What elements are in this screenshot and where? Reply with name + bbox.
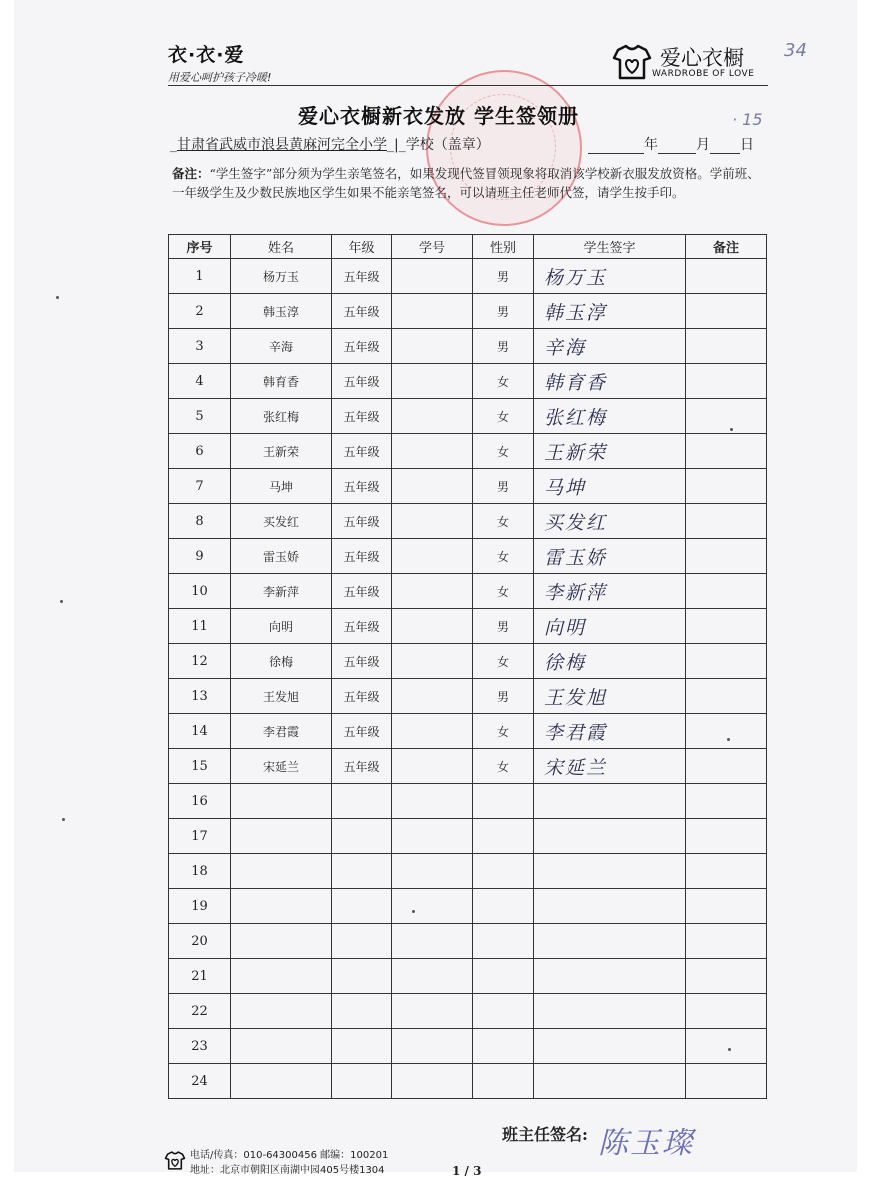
month-label: 月 (696, 137, 710, 153)
cell-grade: 五年级 (332, 644, 392, 679)
cell-student-id (392, 889, 473, 924)
teacher-signature-label: 班主任签名: (502, 1125, 588, 1144)
scan-speck (727, 738, 730, 741)
cell-no: 10 (169, 574, 231, 609)
cell-student-id (392, 924, 473, 959)
cell-remark (686, 329, 767, 364)
cell-remark (686, 1029, 767, 1064)
cell-remark (686, 1064, 767, 1099)
cell-name (231, 994, 332, 1029)
paper-edge (858, 0, 873, 1200)
header-no: 序号 (169, 235, 231, 259)
cell-remark (686, 854, 767, 889)
cell-no: 3 (169, 329, 231, 364)
cell-name: 向明 (231, 609, 332, 644)
table-row (169, 609, 767, 644)
cell-name (231, 1064, 332, 1099)
cell-grade (332, 889, 392, 924)
cell-remark (686, 294, 767, 329)
table-row (169, 539, 767, 574)
cell-name: 雷玉娇 (231, 539, 332, 574)
cell-no: 22 (169, 994, 231, 1029)
table-row (169, 259, 767, 294)
cell-gender (473, 959, 534, 994)
cell-grade (332, 994, 392, 1029)
cell-name (231, 959, 332, 994)
cell-student-id (392, 329, 473, 364)
cell-signature: 杨万玉 (534, 259, 686, 294)
cell-student-id (392, 609, 473, 644)
footer-phone: 电话/传真：010-64300456 邮编：100201 (190, 1150, 389, 1161)
handwritten-mark: · 15 (732, 110, 763, 129)
table-row (169, 469, 767, 504)
cell-name: 买发红 (231, 504, 332, 539)
cell-name (231, 924, 332, 959)
footer-address: 地址：北京市朝阳区南湖中园405号楼1304 (190, 1165, 385, 1176)
cell-signature: 王发旭 (534, 679, 686, 714)
cell-signature (534, 889, 686, 924)
document-title: 爱心衣橱新衣发放 学生签领册 (298, 104, 579, 128)
cell-gender: 女 (473, 364, 534, 399)
cell-signature: 宋延兰 (534, 749, 686, 784)
cell-student-id (392, 679, 473, 714)
cell-name: 李君霞 (231, 714, 332, 749)
cell-grade: 五年级 (332, 364, 392, 399)
scan-speck (412, 910, 415, 913)
table-row (169, 959, 767, 994)
table-row (169, 504, 767, 539)
cell-grade: 五年级 (332, 259, 392, 294)
scan-speck (728, 1048, 731, 1051)
cell-remark (686, 539, 767, 574)
cell-remark (686, 574, 767, 609)
cell-signature: 辛海 (534, 329, 686, 364)
cell-gender: 男 (473, 259, 534, 294)
cell-signature: 徐梅 (534, 644, 686, 679)
cell-grade: 五年级 (332, 399, 392, 434)
cell-student-id (392, 959, 473, 994)
cell-grade: 五年级 (332, 469, 392, 504)
cell-gender: 女 (473, 644, 534, 679)
wardrobe-heart-icon (164, 1151, 186, 1171)
cell-remark (686, 609, 767, 644)
cell-gender (473, 994, 534, 1029)
cell-remark (686, 434, 767, 469)
cell-grade (332, 784, 392, 819)
cell-remark (686, 819, 767, 854)
cell-remark (686, 959, 767, 994)
header-divider (168, 85, 768, 86)
cell-remark (686, 644, 767, 679)
cell-remark (686, 504, 767, 539)
cell-signature (534, 959, 686, 994)
cell-no: 18 (169, 854, 231, 889)
cell-no: 5 (169, 399, 231, 434)
cell-remark (686, 679, 767, 714)
cell-no: 2 (169, 294, 231, 329)
cell-signature (534, 1029, 686, 1064)
table-row (169, 784, 767, 819)
day-label: 日 (740, 137, 754, 153)
cell-signature: 韩玉淳 (534, 294, 686, 329)
cell-student-id (392, 399, 473, 434)
cell-student-id (392, 714, 473, 749)
cell-grade: 五年级 (332, 609, 392, 644)
cell-remark (686, 889, 767, 924)
header-gender: 性别 (473, 235, 534, 259)
cell-signature: 向明 (534, 609, 686, 644)
cell-gender: 女 (473, 434, 534, 469)
cell-gender: 男 (473, 469, 534, 504)
cell-grade (332, 959, 392, 994)
cell-student-id (392, 819, 473, 854)
cell-name: 张红梅 (231, 399, 332, 434)
cell-remark (686, 784, 767, 819)
cell-no: 1 (169, 259, 231, 294)
cell-remark (686, 469, 767, 504)
page-number: 1 / 3 (452, 1164, 482, 1178)
cell-remark (686, 749, 767, 784)
cell-name: 徐梅 (231, 644, 332, 679)
table-row (169, 854, 767, 889)
month-blank (658, 139, 696, 154)
cell-no: 16 (169, 784, 231, 819)
cell-name: 王新荣 (231, 434, 332, 469)
cell-no: 8 (169, 504, 231, 539)
cell-remark (686, 399, 767, 434)
brand-left-logo: 衣·衣·爱 (168, 44, 245, 66)
cell-gender: 女 (473, 504, 534, 539)
cell-student-id (392, 434, 473, 469)
cell-no: 7 (169, 469, 231, 504)
note-paragraph (172, 164, 768, 202)
footer-contact (164, 1146, 388, 1176)
cell-remark (686, 924, 767, 959)
cell-signature: 李新萍 (534, 574, 686, 609)
note-text: “学生签字”部分须为学生亲笔签名，如果发现代签冒领现象将取消该学校新衣服发放资格。学前班、一年级学生及少数民族地区学生如果不能亲笔签名，可以请班主任老师代签，请学生按手印。 (172, 166, 760, 200)
table-row (169, 714, 767, 749)
cell-name (231, 889, 332, 924)
cell-grade (332, 924, 392, 959)
cell-signature (534, 994, 686, 1029)
year-blank (588, 139, 644, 154)
cell-name: 韩育香 (231, 364, 332, 399)
cell-grade: 五年级 (332, 679, 392, 714)
cell-student-id (392, 259, 473, 294)
cell-gender: 女 (473, 539, 534, 574)
cell-student-id (392, 749, 473, 784)
header-signature: 学生签字 (534, 235, 686, 259)
cell-signature: 买发红 (534, 504, 686, 539)
cell-name (231, 784, 332, 819)
cell-gender: 男 (473, 679, 534, 714)
cell-student-id (392, 644, 473, 679)
cell-name (231, 1029, 332, 1064)
cell-name: 李新萍 (231, 574, 332, 609)
cell-signature: 张红梅 (534, 399, 686, 434)
cell-student-id (392, 1029, 473, 1064)
handwritten-page-count: 34 (784, 40, 807, 61)
cell-signature: 马坤 (534, 469, 686, 504)
cell-no: 24 (169, 1064, 231, 1099)
cell-gender: 男 (473, 609, 534, 644)
cell-student-id (392, 504, 473, 539)
cell-signature (534, 854, 686, 889)
table-row (169, 1064, 767, 1099)
cell-grade: 五年级 (332, 329, 392, 364)
date-line (588, 134, 754, 154)
cell-student-id (392, 364, 473, 399)
cell-remark (686, 714, 767, 749)
cell-gender (473, 819, 534, 854)
cell-name: 辛海 (231, 329, 332, 364)
cell-gender (473, 924, 534, 959)
cell-signature: 李君霞 (534, 714, 686, 749)
scan-speck (730, 428, 733, 431)
cell-remark (686, 994, 767, 1029)
brand-right (612, 44, 754, 82)
header-student-id: 学号 (392, 235, 473, 259)
cell-gender (473, 854, 534, 889)
cell-grade (332, 819, 392, 854)
table-row (169, 644, 767, 679)
cell-name: 韩玉淳 (231, 294, 332, 329)
cell-no: 6 (169, 434, 231, 469)
cell-name: 王发旭 (231, 679, 332, 714)
cell-gender: 女 (473, 574, 534, 609)
cell-gender (473, 1029, 534, 1064)
cell-signature: 雷玉娇 (534, 539, 686, 574)
scan-speck (62, 818, 65, 821)
table-row (169, 889, 767, 924)
year-label: 年 (644, 137, 658, 153)
day-blank (710, 139, 740, 154)
header-name: 姓名 (231, 235, 332, 259)
cell-name: 马坤 (231, 469, 332, 504)
header-grade: 年级 (332, 235, 392, 259)
cell-no: 15 (169, 749, 231, 784)
cell-gender: 女 (473, 399, 534, 434)
cell-grade: 五年级 (332, 504, 392, 539)
cell-grade: 五年级 (332, 749, 392, 784)
table-header-row (169, 235, 767, 259)
cell-gender (473, 784, 534, 819)
cell-student-id (392, 469, 473, 504)
cell-signature (534, 1064, 686, 1099)
cell-signature (534, 784, 686, 819)
cell-student-id (392, 784, 473, 819)
table-row (169, 434, 767, 469)
wardrobe-heart-icon (612, 44, 652, 82)
table-row (169, 574, 767, 609)
cell-gender: 女 (473, 714, 534, 749)
cell-no: 4 (169, 364, 231, 399)
cell-name (231, 854, 332, 889)
cell-gender (473, 1064, 534, 1099)
school-suffix: 学校（盖章） (405, 137, 490, 153)
note-label: 备注： (172, 166, 210, 181)
cell-no: 14 (169, 714, 231, 749)
table-row (169, 329, 767, 364)
cell-name (231, 819, 332, 854)
cell-no: 17 (169, 819, 231, 854)
cell-no: 20 (169, 924, 231, 959)
school-name: 甘肃省武威市浪县黄麻河完全小学 (177, 137, 387, 153)
cell-student-id (392, 854, 473, 889)
cell-no: 13 (169, 679, 231, 714)
brand-right-name: 爱心衣橱 (660, 46, 744, 70)
cell-signature (534, 819, 686, 854)
cell-grade (332, 1064, 392, 1099)
cell-no: 9 (169, 539, 231, 574)
cell-no: 21 (169, 959, 231, 994)
cell-name: 宋延兰 (231, 749, 332, 784)
cell-student-id (392, 574, 473, 609)
school-line: _甘肃省武威市浪县黄麻河完全小学_|_学校（盖章） (170, 137, 490, 153)
cell-gender: 男 (473, 294, 534, 329)
cell-remark (686, 364, 767, 399)
cell-signature: 韩育香 (534, 364, 686, 399)
cell-name: 杨万玉 (231, 259, 332, 294)
teacher-signature: 陈玉璨 (598, 1126, 694, 1161)
cell-grade (332, 1029, 392, 1064)
scan-speck (56, 296, 59, 299)
table-row (169, 994, 767, 1029)
cell-gender: 男 (473, 329, 534, 364)
cell-gender (473, 889, 534, 924)
cell-grade: 五年级 (332, 294, 392, 329)
sign-sheet-table (168, 234, 767, 1099)
table-row (169, 679, 767, 714)
cell-no: 12 (169, 644, 231, 679)
cell-grade: 五年级 (332, 714, 392, 749)
table-row (169, 924, 767, 959)
table-row (169, 399, 767, 434)
table-row (169, 749, 767, 784)
cell-gender: 女 (473, 749, 534, 784)
cell-no: 23 (169, 1029, 231, 1064)
cell-grade: 五年级 (332, 434, 392, 469)
brand-left (168, 40, 271, 85)
cell-no: 19 (169, 889, 231, 924)
cell-grade: 五年级 (332, 539, 392, 574)
table-row (169, 294, 767, 329)
header-remark: 备注 (686, 235, 767, 259)
table-row (169, 819, 767, 854)
cell-grade (332, 854, 392, 889)
cell-remark (686, 259, 767, 294)
cell-student-id (392, 539, 473, 574)
scan-speck (60, 600, 63, 603)
cell-signature (534, 924, 686, 959)
brand-left-slogan: 用爱心呵护孩子冷暖! (168, 71, 272, 84)
cell-student-id (392, 994, 473, 1029)
cell-student-id (392, 1064, 473, 1099)
cell-no: 11 (169, 609, 231, 644)
cell-signature: 王新荣 (534, 434, 686, 469)
table-row (169, 1029, 767, 1064)
table-row (169, 364, 767, 399)
brand-right-en: WARDROBE OF LOVE (652, 69, 755, 79)
cell-student-id (392, 294, 473, 329)
cell-grade: 五年级 (332, 574, 392, 609)
